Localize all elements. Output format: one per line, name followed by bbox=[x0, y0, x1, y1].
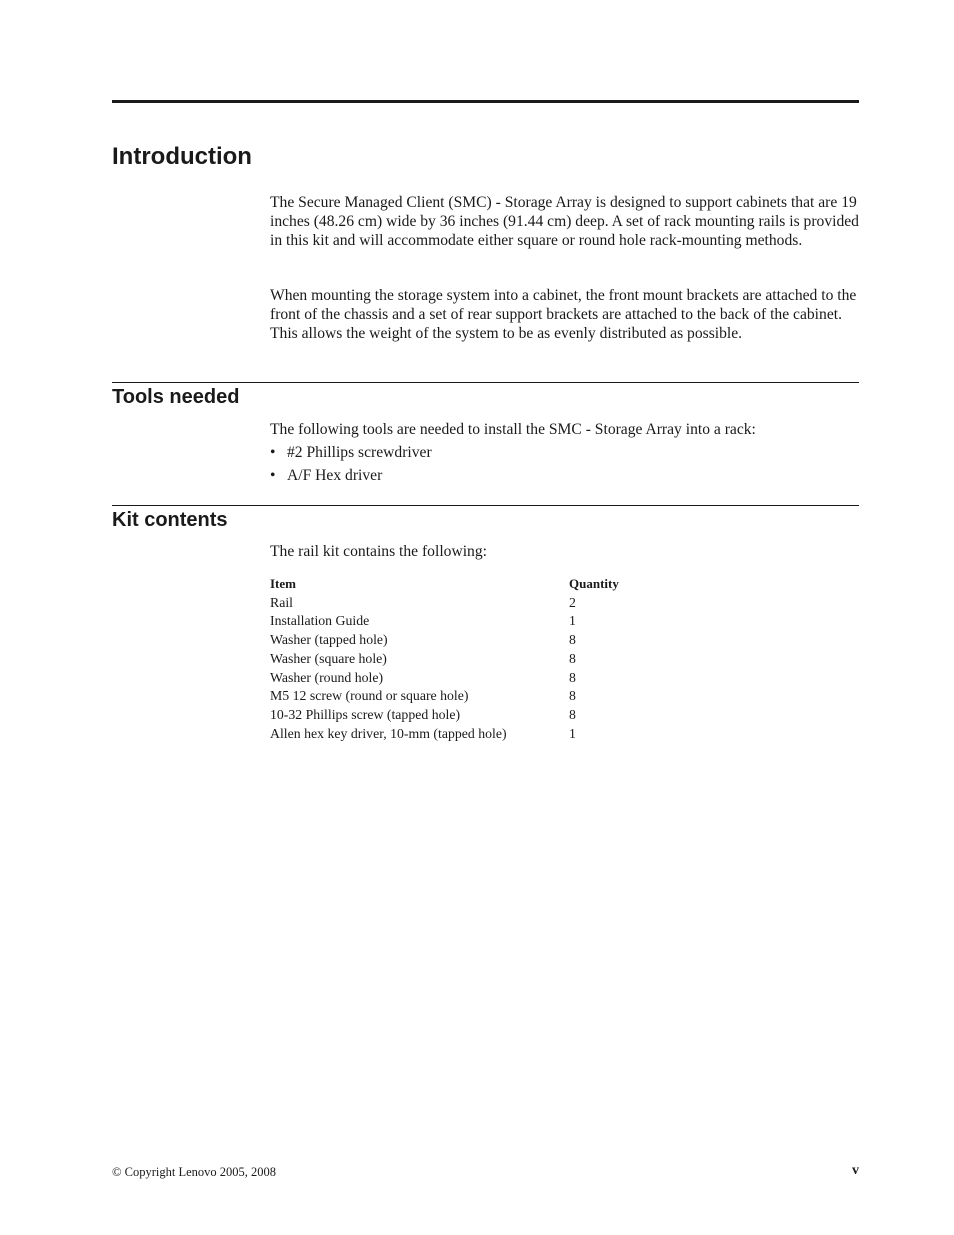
quantity-cell: 1 bbox=[569, 613, 576, 629]
tools-lead-text: The following tools are needed to install the SMC - Storage Array into a rack: bbox=[270, 421, 756, 438]
item-cell: Washer (square hole) bbox=[270, 650, 387, 666]
list-item bbox=[270, 466, 432, 489]
table-row bbox=[270, 612, 619, 631]
copyright-notice: © Copyright Lenovo 2005, 2008 bbox=[112, 1165, 277, 1179]
page-title: Introduction bbox=[112, 143, 252, 170]
kit-lead-text: The rail kit contains the following: bbox=[270, 543, 487, 560]
table-row bbox=[270, 706, 619, 725]
intro-paragraph-2: When mounting the storage system into a cabinet, the front mount brackets are attached to the front of the chassis and a set of rear support brackets are attached to the back of the cabinet. This allows the weight of the system to be as evenly distributed as possible. bbox=[270, 287, 857, 342]
section-rule-tools bbox=[112, 382, 859, 383]
table-row bbox=[270, 650, 619, 669]
item-cell: Allen hex key driver, 10-mm (tapped hole) bbox=[270, 725, 507, 741]
table-row bbox=[270, 669, 619, 688]
section-title-tools: Tools needed bbox=[112, 386, 240, 408]
top-rule bbox=[112, 100, 859, 103]
quantity-cell: 8 bbox=[569, 650, 576, 666]
tool-item-label: #2 Phillips screwdriver bbox=[287, 444, 432, 461]
column-header-item: Item bbox=[270, 576, 296, 591]
bullet-icon: • bbox=[270, 444, 276, 461]
quantity-cell: 8 bbox=[569, 706, 576, 722]
table-row bbox=[270, 631, 619, 650]
section-title-kit: Kit contents bbox=[112, 509, 228, 531]
quantity-cell: 1 bbox=[569, 725, 576, 741]
table-header-row bbox=[270, 575, 619, 594]
page-number: v bbox=[852, 1163, 859, 1178]
item-cell: Washer (tapped hole) bbox=[270, 632, 388, 648]
item-cell: Rail bbox=[270, 594, 293, 610]
table-row bbox=[270, 594, 619, 613]
item-cell: M5 12 screw (round or square hole) bbox=[270, 688, 469, 704]
quantity-cell: 8 bbox=[569, 669, 576, 685]
quantity-cell: 8 bbox=[569, 688, 576, 704]
intro-paragraph-1: The Secure Managed Client (SMC) - Storage Array is designed to support cabinets that are 19 inches (48.26 cm) wide by 36 inches (91.44 cm) deep. A set of rack mounting rails is provided in this kit and will accommodate either square or round hole rack-mounting methods. bbox=[270, 194, 859, 249]
table-row bbox=[270, 725, 619, 744]
section-rule-kit bbox=[112, 505, 859, 506]
tool-item-label: A/F Hex driver bbox=[287, 467, 383, 484]
kit-contents-table bbox=[270, 575, 619, 743]
tools-list bbox=[270, 443, 432, 489]
item-cell: Washer (round hole) bbox=[270, 669, 384, 685]
table-row bbox=[270, 687, 619, 706]
item-cell: 10-32 Phillips screw (tapped hole) bbox=[270, 706, 461, 722]
quantity-cell: 2 bbox=[569, 594, 576, 610]
item-cell: Installation Guide bbox=[270, 613, 370, 629]
bullet-icon: • bbox=[270, 467, 276, 484]
quantity-cell: 8 bbox=[569, 632, 576, 648]
column-header-quantity: Quantity bbox=[569, 576, 619, 591]
list-item bbox=[270, 443, 432, 466]
